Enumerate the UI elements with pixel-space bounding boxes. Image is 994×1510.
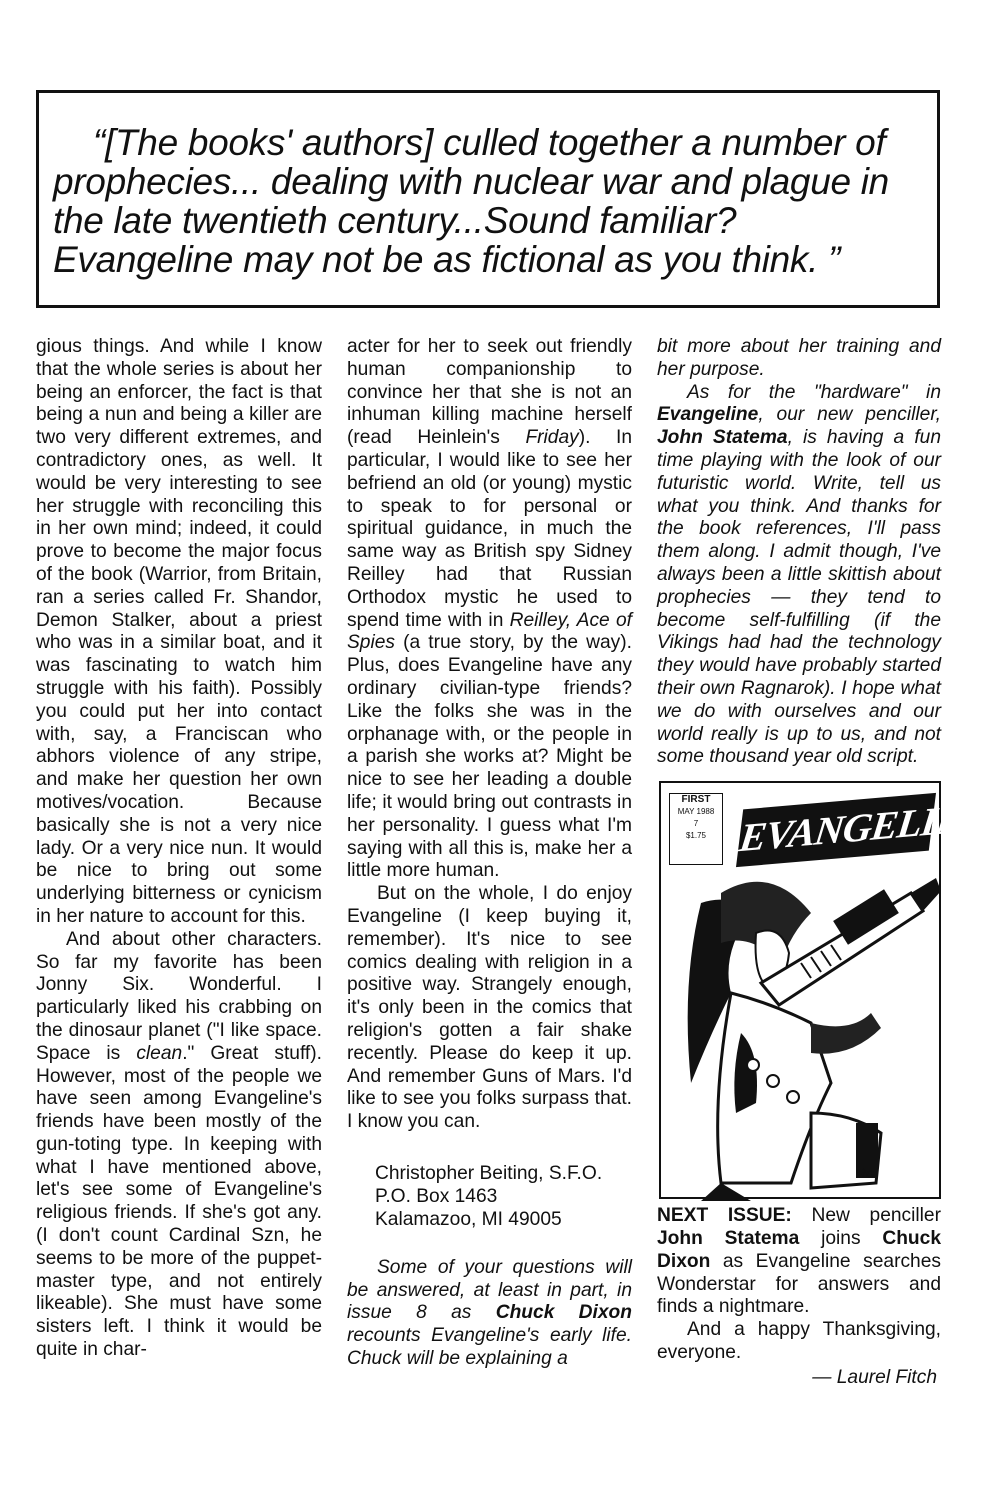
comic-title: Evangeline (657, 404, 759, 426)
next-issue-cover-image (659, 781, 994, 1199)
pull-quote-line: the late twentieth century...Sound familiar? (53, 200, 737, 241)
text-run: As for the "hardware" in (687, 381, 941, 403)
editor-reply (657, 382, 941, 770)
cover-issue-number: 7 (693, 819, 699, 829)
writer-po-box: P.O. Box 1463 (375, 1185, 498, 1207)
creator-name: John Statema (657, 427, 788, 449)
text-run: New penciller (791, 1205, 941, 1227)
cover-price: $1.75 (685, 831, 707, 841)
text-run: as Evangeline searches Wonderstar for answers and finds a nightmare. (657, 1250, 941, 1318)
cover-issue-box (669, 793, 723, 865)
text-run: (a true story, by the way). Plus, does Evangeline have any ordinary civilian-type friends? Like the folks she was in the orphanage with, or the people in a parish she works at? Might be nice to see her leading a double life; it would bring out contrasts in her personality. I guess what I'm saying with all this is, make her a little more human. (347, 632, 632, 882)
column-1 (36, 336, 322, 1362)
cover-date: MAY 1988 (677, 807, 715, 817)
text-run: ). In particular, I would like to see her befriend an old (or young) mystic to speak to for personal or spiritual guidance, in much the same way as British spy Sidney Reilley had that Russian Orthodox mystic he used to spend time with in (347, 427, 632, 631)
editor-reply (347, 1257, 632, 1371)
emphasis: clean (136, 1042, 183, 1064)
letter-paragraph: But on the whole, I do enjoy Evangeline (I keep buying it, remember). It's nice to see comics dealing with religion in a positive way. Strangely enough, it's only been in the comics that religion's gotten a fair shake recently. Please do keep it up. And remember Guns of Mars. I'd like to see you folks surpass that. I know you can. (347, 883, 632, 1133)
cover-publisher: FIRST (681, 794, 711, 806)
text-run: , our new penciller, (758, 404, 941, 426)
text-run: recounts Evangeline's early life. Chuck will be explaining a (347, 1325, 632, 1370)
holiday-greeting: And a happy Thanksgiving, everyone. (657, 1319, 941, 1363)
letter-paragraph (36, 929, 322, 1362)
creator-name: Chuck Dixon (495, 1302, 632, 1324)
writer-name: Christopher Beiting, S.F.O. (375, 1162, 603, 1184)
text-run: , is having a fun time playing with the look of our futuristic world. Write, tell us what you think. And thanks for the book references, I'll pass them along. I admit though, I've always been a little skittish about prophecies — they tend to become self-fulfilling (if the Vikings had had the technology they would have probably started their own Ragnarok). I hope what we do with ourselves and our world really is up to us, and not some thousand year old script. (657, 427, 941, 768)
cover-logo: EVANGELINE (736, 793, 936, 867)
letter-signature-address (375, 1162, 632, 1231)
editor-signoff: — Laurel Fitch (812, 1366, 937, 1388)
creator-name: Chuck Dixon (657, 1227, 941, 1272)
svg-text:Rα: Rα (856, 1165, 875, 1182)
editor-reply: bit more about her training and her purpose. (657, 336, 941, 380)
book-title: Friday (525, 427, 579, 449)
letter-paragraph (347, 336, 632, 883)
column-2 (347, 336, 632, 1371)
column-3 (657, 336, 994, 1390)
text-run: Some of your questions will be answered, at least in part, in issue 8 as (347, 1256, 632, 1324)
text-run: joins (799, 1227, 883, 1249)
writer-city: Kalamazoo, MI 49005 (375, 1208, 562, 1230)
pull-quote-line: prophecies... dealing with nuclear war and plague in (53, 161, 889, 202)
pull-quote (53, 123, 921, 279)
book-title: Reilley, Ace of Spies (347, 609, 632, 654)
pull-quote-line: “[The books' authors] culled together a number of (93, 122, 886, 163)
text-run: And about other characters. So far my favorite has been Jonny Six. Wonderful. I particularly liked his crabbing on the dinosaur planet ("I like space. Space is (36, 928, 322, 1064)
next-issue-caption (657, 1205, 941, 1319)
pull-quote-box (36, 90, 940, 308)
caption-label: NEXT ISSUE: (657, 1205, 792, 1227)
pull-quote-line: Evangeline may not be as fictional as you think. ” (53, 239, 841, 280)
text-run: ." Great stuff). However, most of the people we have seen among Evangeline's friends have been mostly of the gun-toting type. In keeping with what I have mentioned above, let's see some of Evangeline's religious friends. If she's got any. (I don't count Cardinal Szn, he seems to be more of the puppet-master type, and not entirely likeable). She must have some sisters left. I think it would be quite in char- (36, 1042, 322, 1361)
letter-paragraph: gious things. And while I know that the whole series is about her being an enforcer, the fact is that being a nun and being a killer are two very different extremes, and contradictory ones, as well. It would be very interesting to see her struggle with reconciling this in her own mind; indeed, it could prove to become the major focus of the book (Warrior, from Britain, ran a series called Fr. Shandor, Demon Stalker, about a priest who was in a similar boat, and it was fascinating to watch him struggle with his faith). Possibly you could put her into contact with, say, a Franciscan who abhors violence of any stripe, and make her question her own motives/vocation. Because basically she is not a very nice lady. Or a very nice nun. It would be nice to bring out some underlying bitterness or cynicism in her nature to account for this. (36, 336, 322, 927)
creator-name: John Statema (657, 1227, 800, 1249)
text-run: acter for her to seek out friendly human companionship to convince her that she is not an inhuman killing machine herself (read Heinlein's (347, 336, 632, 449)
